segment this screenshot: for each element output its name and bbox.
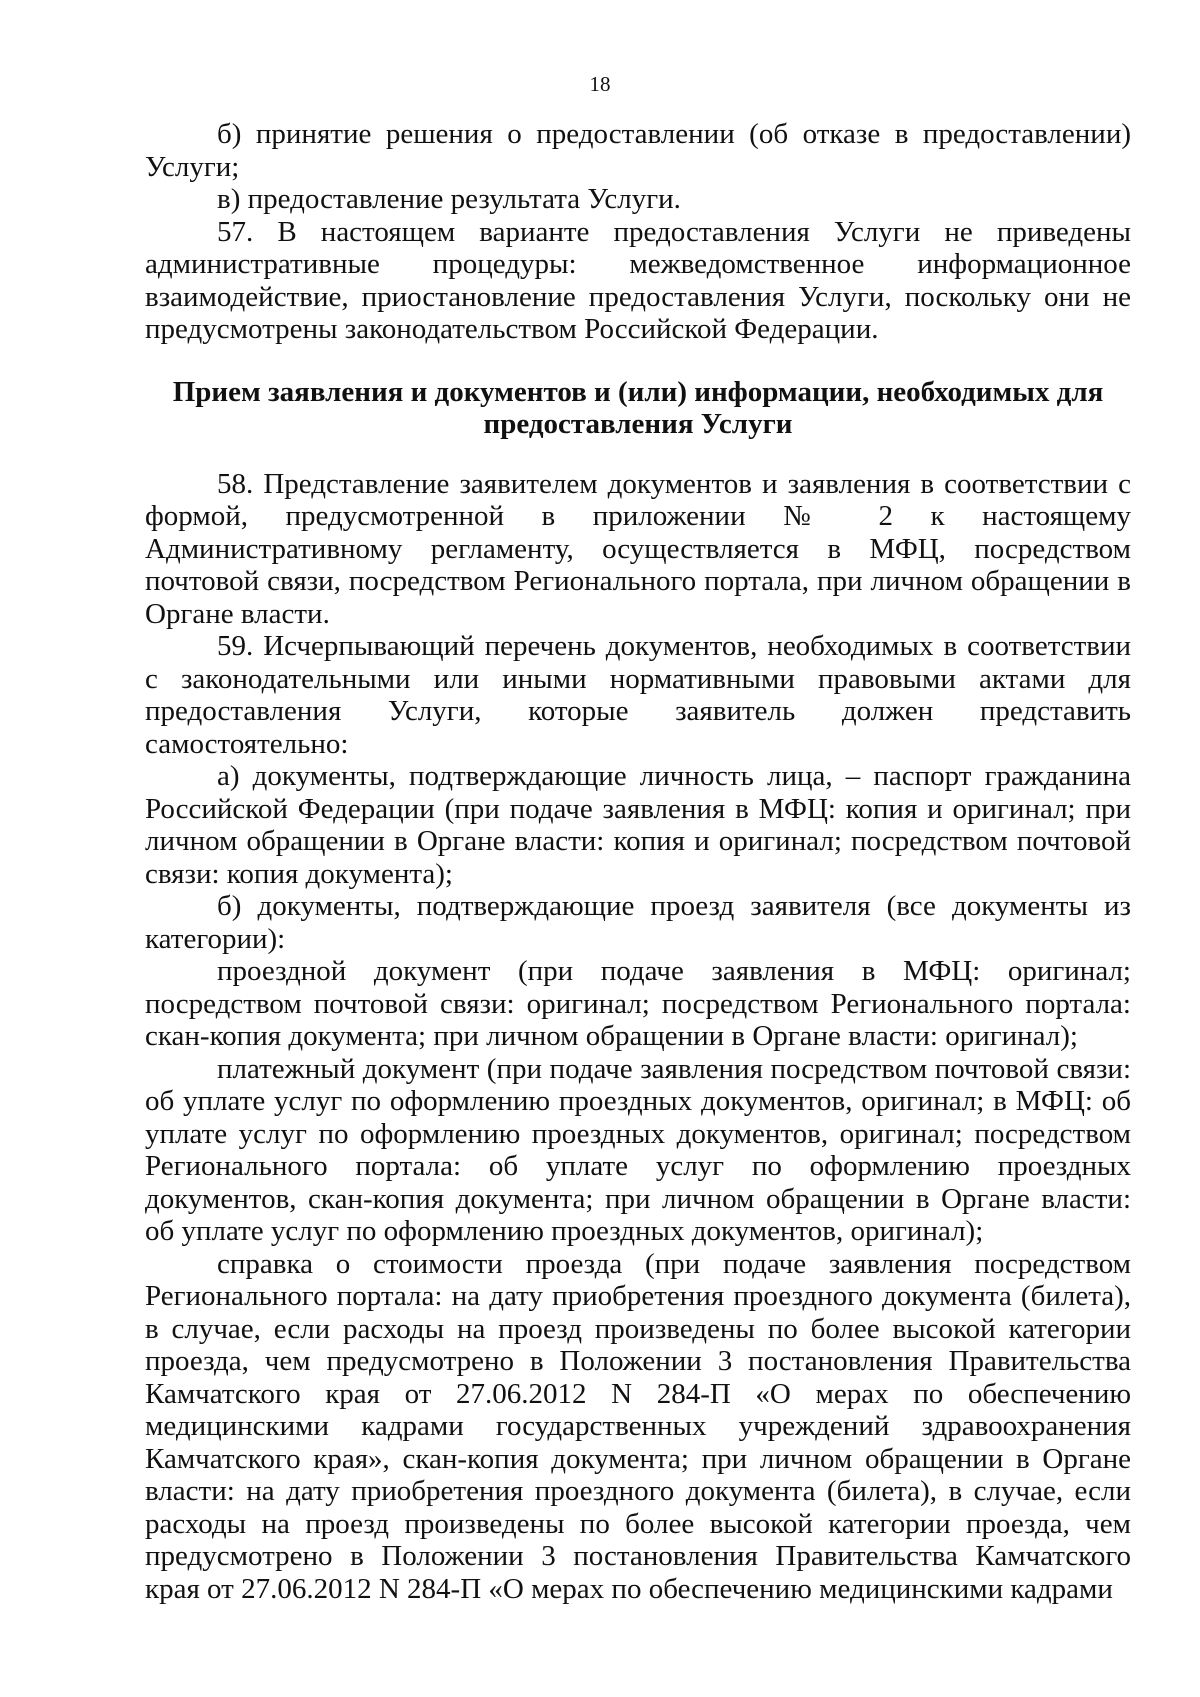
paragraph-cost-certificate: справка о стоимости проезда (при подаче заявления посредством Регионального портала: на дату приобретения проездного документа (билета), в случае, если расходы на проезд произведены по более высокой категории проезда, чем предусмотрено в Положении 3 постановления Правительства Камчатского края от 27.06.2012 N 284-П «О мерах по обеспечению медицинскими кадрами государственных учреждений здравоохранения Камчатского края», скан-копия документа; при личном обращении в Органе власти: на дату приобретения проездного документа (билета), в случае, если расходы на проезд произведены по более высокой категории проезда, чем предусмотрено в Положении 3 постановления Правительства Камчатского края от 27.06.2012 N 284-П «О мерах по обеспечению медицинскими кадрами (145, 1247, 1131, 1605)
paragraph-59: 59. Исчерпывающий перечень документов, необходимых в соответствии с законодательными или иными нормативными правовыми актами для предоставления Услуги, которые заявитель должен представить самостоятельно: (145, 630, 1131, 760)
page-number: 18 (589, 72, 611, 96)
paragraph-58: 58. Представление заявителем документов и заявления в соответствии с формой, предусмотренной в приложении № 2 к настоящему Административному регламенту, осуществляется в МФЦ, посредством почтовой связи, посредством Регионального портала, при личном обращении в Органе власти. (145, 467, 1131, 630)
paragraph-item-v: в) предоставление результата Услуги. (217, 183, 681, 215)
paragraph-59-b: б) документы, подтверждающие проезд заявителя (все документы из категории): (145, 890, 1131, 955)
section-heading: Прием заявления и документов и (или) информации, необходимых для предоставления Услуги (172, 375, 1104, 440)
paragraph-57: 57. В настоящем варианте предоставления Услуги не приведены административные процедуры: межведомственное информационное взаимодействие, приостановление предоставления Услуги, поскольку они не предусмотрены законодательством Российской Федерации. (145, 215, 1131, 345)
paragraph-59-a: а) документы, подтверждающие личность лица, – паспорт гражданина Российской Федерации (при подаче заявления в МФЦ: копия и оригинал; при личном обращении в Органе власти: копия и оригинал; посредством почтовой связи: копия документа); (145, 760, 1131, 890)
paragraph-payment-document: платежный документ (при подаче заявления посредством почтовой связи: об уплате услуг по оформлению проездных документов, оригинал; в МФЦ: об уплате услуг по оформлению проездных документов, оригинал; посредством Регионального портала: об уплате услуг по оформлению проездных документов, скан-копия документа; при личном обращении в Органе власти: об уплате услуг по оформлению проездных документов, оригинал); (145, 1052, 1131, 1247)
document-body (145, 118, 1131, 1605)
paragraph-travel-document: проездной документ (при подаче заявления в МФЦ: оригинал; посредством почтовой связи: оригинал; посредством Регионального портала: скан-копия документа; при личном обращении в Органе власти: оригинал); (145, 955, 1131, 1052)
paragraph-item-b: б) принятие решения о предоставлении (об отказе в предоставлении) Услуги; (145, 118, 1131, 183)
